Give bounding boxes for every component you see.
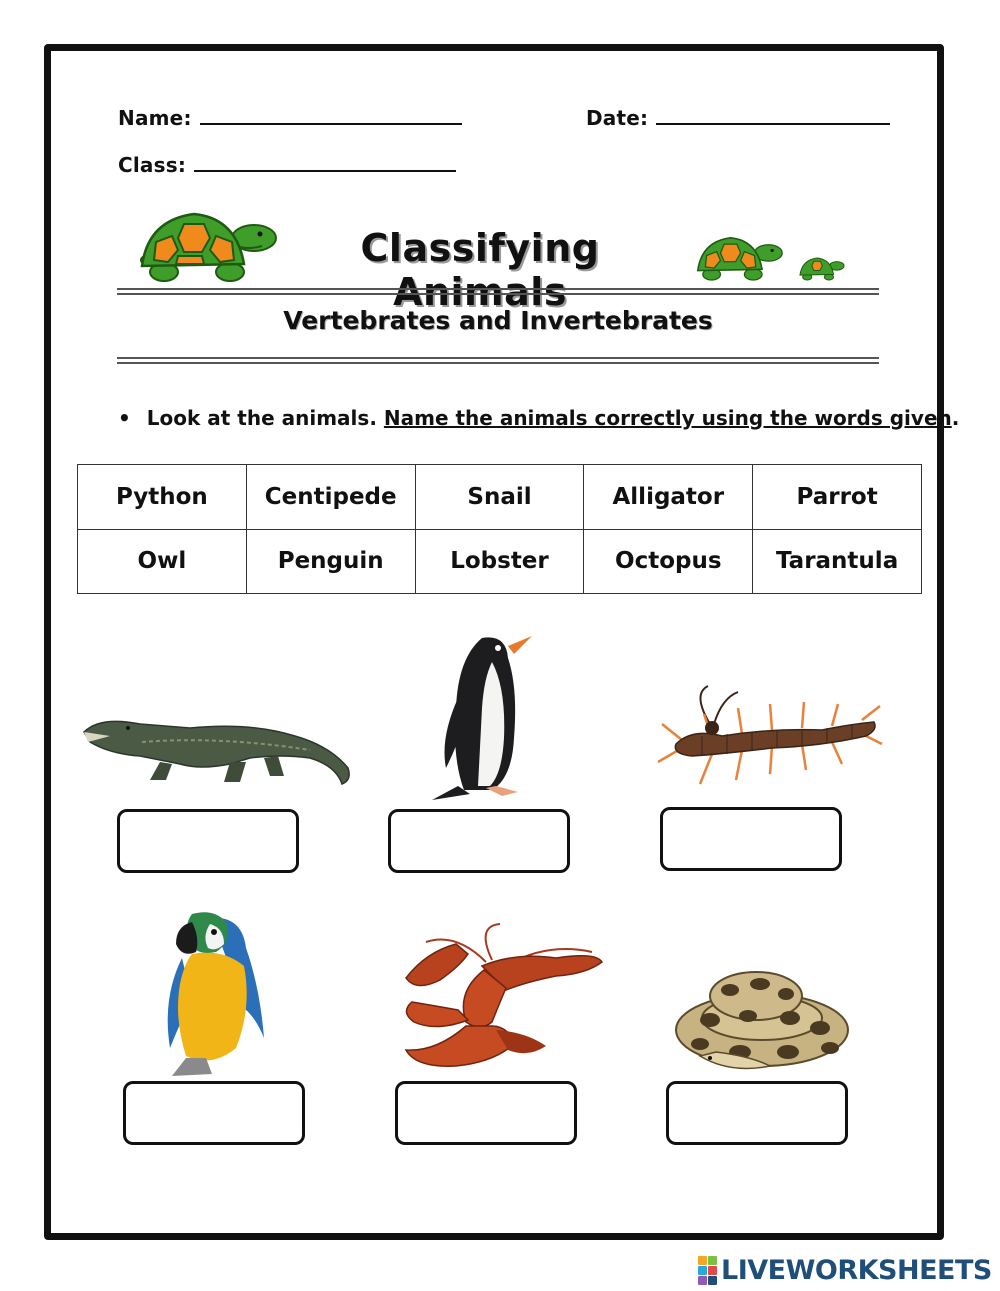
name-blank[interactable] [200, 105, 462, 125]
lobster-image [396, 922, 604, 1072]
turtle-icon-small [694, 234, 786, 282]
subtitle-divider [117, 357, 879, 364]
instruction: • Look at the animals. Name the animals correctly using the words given. [118, 406, 960, 430]
word-bank-cell: Alligator [584, 465, 753, 530]
answer-box-parrot[interactable] [123, 1081, 305, 1145]
word-bank-cell: Lobster [415, 529, 584, 594]
title-divider [117, 288, 879, 295]
page-subtitle: Vertebrates and Invertebrates [283, 306, 713, 335]
answer-box-alligator[interactable] [117, 809, 299, 873]
name-field [118, 105, 462, 130]
turtle-icon-tiny [798, 256, 846, 281]
answer-box-penguin[interactable] [388, 809, 570, 873]
word-bank-cell: Owl [78, 529, 247, 594]
logo-text: LIVEWORKSHEETS [721, 1254, 992, 1286]
date-blank[interactable] [656, 105, 890, 125]
liveworksheets-logo [698, 1255, 992, 1285]
word-bank-cell: Parrot [753, 465, 922, 530]
answer-box-lobster[interactable] [395, 1081, 577, 1145]
python-image [670, 956, 856, 1074]
answer-box-centipede[interactable] [660, 807, 842, 871]
word-bank-row [78, 529, 922, 594]
alligator-image [80, 706, 355, 788]
class-field [118, 152, 456, 177]
parrot-image [152, 908, 272, 1078]
turtle-icon [136, 208, 282, 284]
date-field [586, 105, 890, 130]
logo-mark-icon [698, 1256, 717, 1285]
word-bank-cell: Tarantula [753, 529, 922, 594]
class-label: Class: [118, 153, 187, 177]
word-bank-table [77, 464, 922, 594]
word-bank-cell: Centipede [246, 465, 415, 530]
word-bank-row [78, 465, 922, 530]
centipede-image [652, 684, 887, 794]
word-bank-cell: Penguin [246, 529, 415, 594]
page-title: Classifying Animals [360, 226, 600, 314]
answer-box-python[interactable] [666, 1081, 848, 1145]
word-bank-cell: Octopus [584, 529, 753, 594]
date-label: Date: [586, 106, 649, 130]
class-blank[interactable] [194, 152, 456, 172]
bullet-icon: • [118, 406, 131, 430]
word-bank-cell: Python [78, 465, 247, 530]
name-label: Name: [118, 106, 192, 130]
word-bank-cell: Snail [415, 465, 584, 530]
penguin-image [430, 628, 535, 803]
